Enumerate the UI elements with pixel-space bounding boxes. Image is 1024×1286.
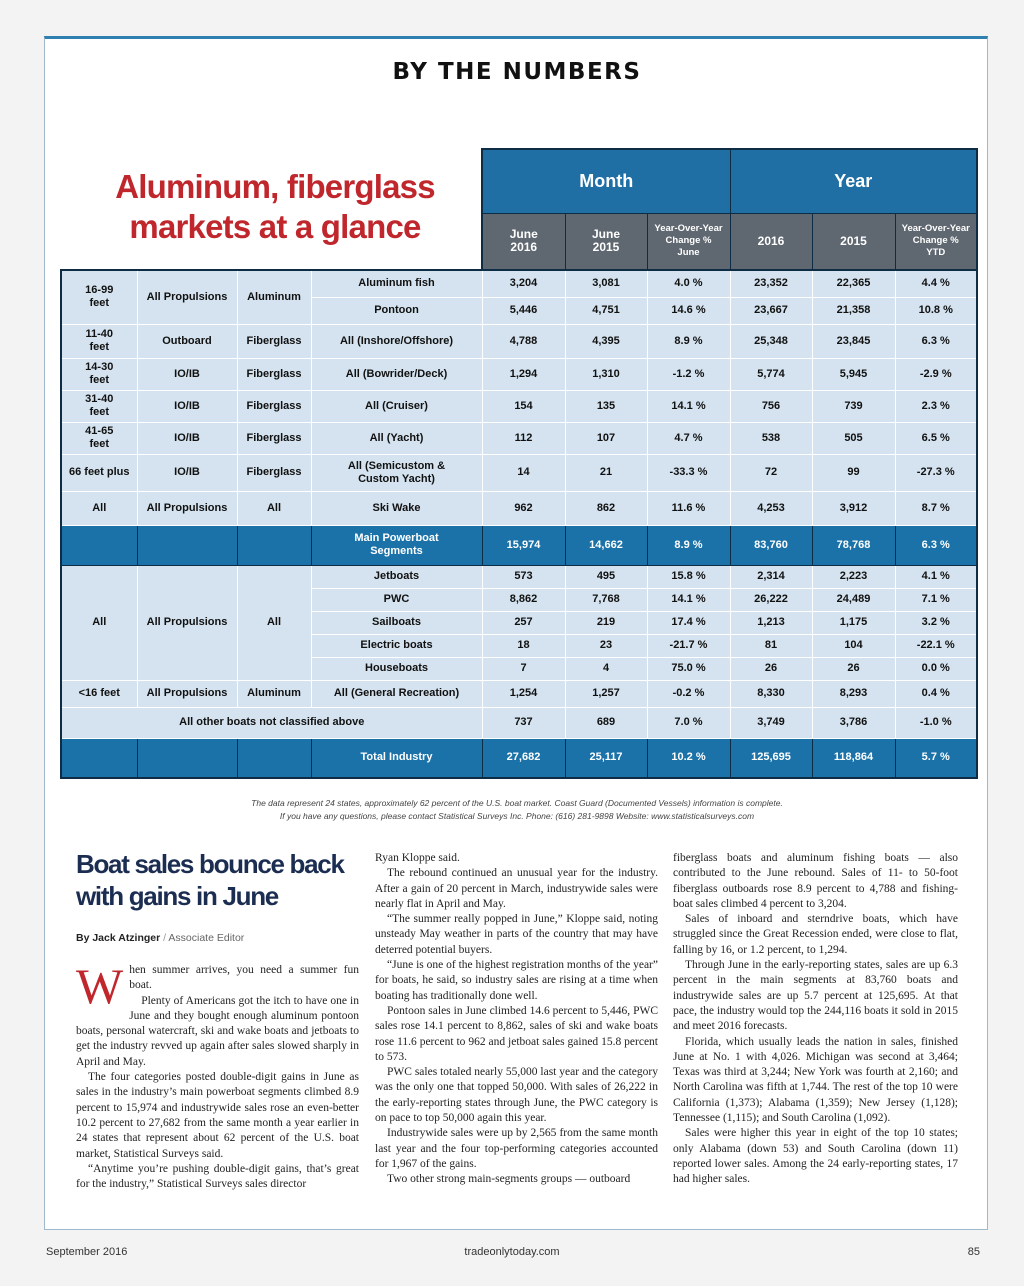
value-cell: 5,446: [482, 297, 565, 324]
value-cell: 27,682: [482, 738, 565, 778]
size-cell: 31-40 feet: [61, 390, 137, 422]
material-cell: All: [237, 565, 311, 680]
value-cell: 4,751: [565, 297, 647, 324]
value-cell: 23,667: [730, 297, 812, 324]
value-cell: 125,695: [730, 738, 812, 778]
propulsion-cell: All Propulsions: [137, 565, 237, 680]
value-cell: 737: [482, 707, 565, 738]
value-cell: -0.2 %: [647, 680, 730, 707]
paragraph: fiberglass boats and aluminum fishing boats — also contributed to the June rebound. Sales of 11- to 50-foot fiberglass outboards rose 8.9 percent to 4,788 and fishing-boat sales climbed 4 percent to 3,204.: [673, 852, 958, 910]
value-cell: 2,314: [730, 565, 812, 588]
value-cell: 8.9 %: [647, 324, 730, 358]
byline: By Jack Atzinger / Associate Editor: [76, 932, 245, 944]
value-cell: 3,912: [812, 491, 895, 525]
value-cell: 21: [565, 454, 647, 491]
paragraph: Sales of inboard and sterndrive boats, which have struggled since the Great Recession ended, were close to flat, falling by 16, or 1.2 percent, to 1,294.: [673, 913, 958, 956]
size-cell: 11-40 feet: [61, 324, 137, 358]
value-cell: 7.0 %: [647, 707, 730, 738]
value-cell: 14: [482, 454, 565, 491]
value-cell: 25,348: [730, 324, 812, 358]
table-row: [61, 270, 977, 297]
value-cell: 3,204: [482, 270, 565, 297]
paragraph: “June is one of the highest registration months of the year” for boats, he said, so industry sales are rising at a time when boating has traditionally done well.: [375, 959, 658, 1002]
value-cell: 5,774: [730, 358, 812, 390]
value-cell: 26: [812, 657, 895, 680]
value-cell: 0.4 %: [895, 680, 977, 707]
paragraph: Ryan Kloppe said.: [375, 852, 460, 864]
material-cell: Fiberglass: [237, 390, 311, 422]
segment-cell: PWC: [311, 588, 482, 611]
value-cell: 8,862: [482, 588, 565, 611]
footer-website: tradeonlytoday.com: [464, 1246, 560, 1258]
value-cell: 104: [812, 634, 895, 657]
value-cell: 4: [565, 657, 647, 680]
value-cell: 21,358: [812, 297, 895, 324]
value-cell: 14.6 %: [647, 297, 730, 324]
segment-cell: Total Industry: [311, 738, 482, 778]
segment-cell: Main Powerboat Segments: [311, 525, 482, 565]
value-cell: 862: [565, 491, 647, 525]
material-cell: All: [237, 491, 311, 525]
paragraph: hen summer arrives, you need a summer fun boat.: [129, 964, 359, 992]
paragraph: Through June in the early-reporting states, sales are up 6.3 percent in the main segments at 83,760 boats and industrywide sales are up 5.7 percent at 125,695. At that pace, the industry would top the 244,116 boats it sold in 2015 and meet 2016 forecasts.: [673, 959, 958, 1033]
main-segments-row: [61, 525, 977, 565]
value-cell: -1.2 %: [647, 358, 730, 390]
value-cell: 3,786: [812, 707, 895, 738]
value-cell: 1,294: [482, 358, 565, 390]
value-cell: 75.0 %: [647, 657, 730, 680]
paragraph: The four categories posted double-digit gains in June as sales in the industry’s main powerboat segments climbed 8.9 percent to 15,974 and industrywide sales rose an even-better 10.2 percent to 27,682 from the same month a year earlier in 24 states that represent about 62 percent of the U.S. boat market, Statistical Surveys said.: [76, 1071, 359, 1160]
paragraph: Sales were higher this year in eight of the top 10 states; only Alabama (down 53) and South Carolina (down 11) reported lower sales. Among the 24 early-reporting states, 17 had higher sales.: [673, 1127, 958, 1186]
value-cell: 7,768: [565, 588, 647, 611]
segment-cell: Sailboats: [311, 611, 482, 634]
value-cell: 1,175: [812, 611, 895, 634]
value-cell: 112: [482, 422, 565, 454]
value-cell: 135: [565, 390, 647, 422]
value-cell: 23: [565, 634, 647, 657]
propulsion-cell: IO/IB: [137, 390, 237, 422]
segment-cell: All (General Recreation): [311, 680, 482, 707]
value-cell: 7: [482, 657, 565, 680]
value-cell: -27.3 %: [895, 454, 977, 491]
propulsion-cell: IO/IB: [137, 454, 237, 491]
value-cell: 72: [730, 454, 812, 491]
value-cell: -1.0 %: [895, 707, 977, 738]
value-cell: 3.2 %: [895, 611, 977, 634]
segment-cell: All (Cruiser): [311, 390, 482, 422]
value-cell: 8.9 %: [647, 525, 730, 565]
value-cell: 4.7 %: [647, 422, 730, 454]
segment-cell: All (Yacht): [311, 422, 482, 454]
size-cell: <16 feet: [61, 680, 137, 707]
paragraph: Two other strong main-segments groups — outboard: [387, 1173, 631, 1186]
value-cell: 78,768: [812, 525, 895, 565]
material-cell: Aluminum: [237, 270, 311, 324]
col-header-june-2016: June 2016: [482, 213, 565, 270]
segment-cell: All (Bowrider/Deck): [311, 358, 482, 390]
value-cell: 573: [482, 565, 565, 588]
value-cell: 739: [812, 390, 895, 422]
col-header-june-2015: June 2015: [565, 213, 647, 270]
value-cell: 5,945: [812, 358, 895, 390]
value-cell: 107: [565, 422, 647, 454]
value-cell: 23,352: [730, 270, 812, 297]
sales-table: [60, 148, 978, 779]
value-cell: 2,223: [812, 565, 895, 588]
value-cell: 756: [730, 390, 812, 422]
value-cell: 219: [565, 611, 647, 634]
page-number: 85: [967, 1246, 980, 1258]
segment-cell: All (Inshore/Offshore): [311, 324, 482, 358]
value-cell: 14,662: [565, 525, 647, 565]
size-cell: All: [61, 565, 137, 680]
value-cell: 505: [812, 422, 895, 454]
value-cell: 6.3 %: [895, 324, 977, 358]
value-cell: -33.3 %: [647, 454, 730, 491]
footer-date: September 2016: [46, 1246, 128, 1258]
segment-cell: Jetboats: [311, 565, 482, 588]
value-cell: 8,330: [730, 680, 812, 707]
value-cell: 26: [730, 657, 812, 680]
propulsion-cell: All Propulsions: [137, 491, 237, 525]
col-header-2016: 2016: [730, 213, 812, 270]
article-column-1: [76, 963, 359, 1211]
infographic-title-line2: markets at a glance: [129, 208, 421, 245]
value-cell: 538: [730, 422, 812, 454]
value-cell: 257: [482, 611, 565, 634]
month-group-header: Month: [482, 149, 730, 213]
value-cell: 22,365: [812, 270, 895, 297]
value-cell: 81: [730, 634, 812, 657]
value-cell: 15.8 %: [647, 565, 730, 588]
value-cell: 25,117: [565, 738, 647, 778]
col-header-yoy-ytd: Year-Over-Year Change % YTD: [895, 213, 977, 270]
size-cell: 41-65 feet: [61, 422, 137, 454]
article-column-3: [673, 851, 958, 1211]
segment-cell: Ski Wake: [311, 491, 482, 525]
value-cell: 1,257: [565, 680, 647, 707]
value-cell: 8.7 %: [895, 491, 977, 525]
table-row: [61, 707, 977, 738]
value-cell: 495: [565, 565, 647, 588]
value-cell: 4.1 %: [895, 565, 977, 588]
propulsion-cell: IO/IB: [137, 358, 237, 390]
value-cell: 3,749: [730, 707, 812, 738]
value-cell: 4.0 %: [647, 270, 730, 297]
value-cell: 83,760: [730, 525, 812, 565]
value-cell: 99: [812, 454, 895, 491]
value-cell: 15,974: [482, 525, 565, 565]
value-cell: 14.1 %: [647, 390, 730, 422]
size-cell: 66 feet plus: [61, 454, 137, 491]
value-cell: 4.4 %: [895, 270, 977, 297]
table-row: [61, 358, 977, 390]
value-cell: 5.7 %: [895, 738, 977, 778]
value-cell: 10.2 %: [647, 738, 730, 778]
author-name: Jack Atzinger: [92, 932, 161, 944]
table-row: [61, 390, 977, 422]
value-cell: 11.6 %: [647, 491, 730, 525]
segment-cell: Houseboats: [311, 657, 482, 680]
table-row: [61, 491, 977, 525]
paragraph: “The summer really popped in June,” Kloppe said, noting unsteady May weather in parts of the country that may have deterred potential buyers.: [375, 913, 658, 956]
size-cell: 14-30 feet: [61, 358, 137, 390]
value-cell: 10.8 %: [895, 297, 977, 324]
material-cell: Fiberglass: [237, 422, 311, 454]
size-cell: 16-99 feet: [61, 270, 137, 324]
material-cell: Fiberglass: [237, 324, 311, 358]
col-header-2015: 2015: [812, 213, 895, 270]
material-cell: Fiberglass: [237, 358, 311, 390]
total-industry-row: [61, 738, 977, 778]
segment-cell: All (Semicustom & Custom Yacht): [311, 454, 482, 491]
page-frame: [44, 36, 988, 1230]
table-note: The data represent 24 states, approximately 62 percent of the U.S. boat market. Coast Guard (Documented Vessels) information is complete. If you have any questions, please contact Statistical Surveys Inc. Phone: (616) 281-9898 Website: www.statisticalsurveys.com: [251, 798, 783, 821]
value-cell: 1,213: [730, 611, 812, 634]
value-cell: 14.1 %: [647, 588, 730, 611]
segment-cell: All other boats not classified above: [61, 707, 482, 738]
material-cell: Fiberglass: [237, 454, 311, 491]
paragraph: Florida, which usually leads the nation in sales, finished June at No. 1 with 4,026. Michigan was second at 3,464; Texas was third at 3,244; New York was fourth at 2,160; and North Carolina was fifth at 1,744. The rest of the top 10 were California (1,373); Alabama (1,359); New Jersey (1,128); Tennessee (1,115); and South Carolina (1,092).: [673, 1035, 958, 1125]
value-cell: 154: [482, 390, 565, 422]
value-cell: 23,845: [812, 324, 895, 358]
paragraph: Industrywide sales were up by 2,565 from the same month last year and the four top-performing categories accounted for 1,967 of the gains.: [375, 1127, 658, 1170]
value-cell: -2.9 %: [895, 358, 977, 390]
year-group-header: Year: [730, 149, 977, 213]
propulsion-cell: IO/IB: [137, 422, 237, 454]
paragraph: Pontoon sales in June climbed 14.6 percent to 5,446, PWC sales rose 14.1 percent to 8,862, sales of ski and wake boats rose 11.6 percent to 962 and jetboat sales gained 15.8 percent to 573.: [375, 1004, 658, 1063]
material-cell: Aluminum: [237, 680, 311, 707]
article-headline: Boat sales bounce back with gains in June: [76, 849, 344, 911]
section-header: BY THE NUMBERS: [392, 59, 642, 85]
segment-cell: Aluminum fish: [311, 270, 482, 297]
table-row: [61, 454, 977, 491]
size-cell: All: [61, 491, 137, 525]
table-row: [61, 680, 977, 707]
author-role: Associate Editor: [168, 932, 245, 944]
paragraph: The rebound continued an unusual year for the industry. After a gain of 20 percent in March, industrywide sales were nearly flat in April and May.: [375, 867, 658, 910]
paragraph: “Anytime you’re pushing double-digit gains, that’s great for the industry,” Statistical Surveys sales director: [76, 1162, 359, 1191]
table-row: [61, 422, 977, 454]
value-cell: 26,222: [730, 588, 812, 611]
propulsion-cell: Outboard: [137, 324, 237, 358]
value-cell: 6.3 %: [895, 525, 977, 565]
propulsion-cell: All Propulsions: [137, 680, 237, 707]
value-cell: 24,489: [812, 588, 895, 611]
value-cell: 4,395: [565, 324, 647, 358]
value-cell: 3,081: [565, 270, 647, 297]
value-cell: 6.5 %: [895, 422, 977, 454]
infographic-title-line1: Aluminum, fiberglass: [115, 168, 435, 205]
segment-cell: Electric boats: [311, 634, 482, 657]
value-cell: 962: [482, 491, 565, 525]
value-cell: -21.7 %: [647, 634, 730, 657]
article-column-2: [375, 851, 658, 1211]
paragraph: Plenty of Americans got the itch to have one in June and they bought enough aluminum pontoon boats, personal watercraft, ski and wake boats and jetboats to get the industry revved up again after sales slowed sharply in April and May.: [76, 994, 359, 1068]
value-cell: 2.3 %: [895, 390, 977, 422]
value-cell: 7.1 %: [895, 588, 977, 611]
table-row: [61, 565, 977, 588]
table-row: [61, 324, 977, 358]
value-cell: 17.4 %: [647, 611, 730, 634]
value-cell: 118,864: [812, 738, 895, 778]
value-cell: 18: [482, 634, 565, 657]
propulsion-cell: All Propulsions: [137, 270, 237, 324]
value-cell: 4,253: [730, 491, 812, 525]
value-cell: -22.1 %: [895, 634, 977, 657]
value-cell: 689: [565, 707, 647, 738]
col-header-yoy-june: Year-Over-Year Change % June: [647, 213, 730, 270]
value-cell: 8,293: [812, 680, 895, 707]
drop-cap: W: [76, 963, 124, 1014]
segment-cell: Pontoon: [311, 297, 482, 324]
paragraph: PWC sales totaled nearly 55,000 last year and the category was the only one that topped 50,000. With sales of 26,222 in the early-reporting states through June, the PWC category is on pace to top 50,000 again this year.: [375, 1066, 658, 1125]
value-cell: 1,310: [565, 358, 647, 390]
value-cell: 4,788: [482, 324, 565, 358]
value-cell: 1,254: [482, 680, 565, 707]
value-cell: 0.0 %: [895, 657, 977, 680]
